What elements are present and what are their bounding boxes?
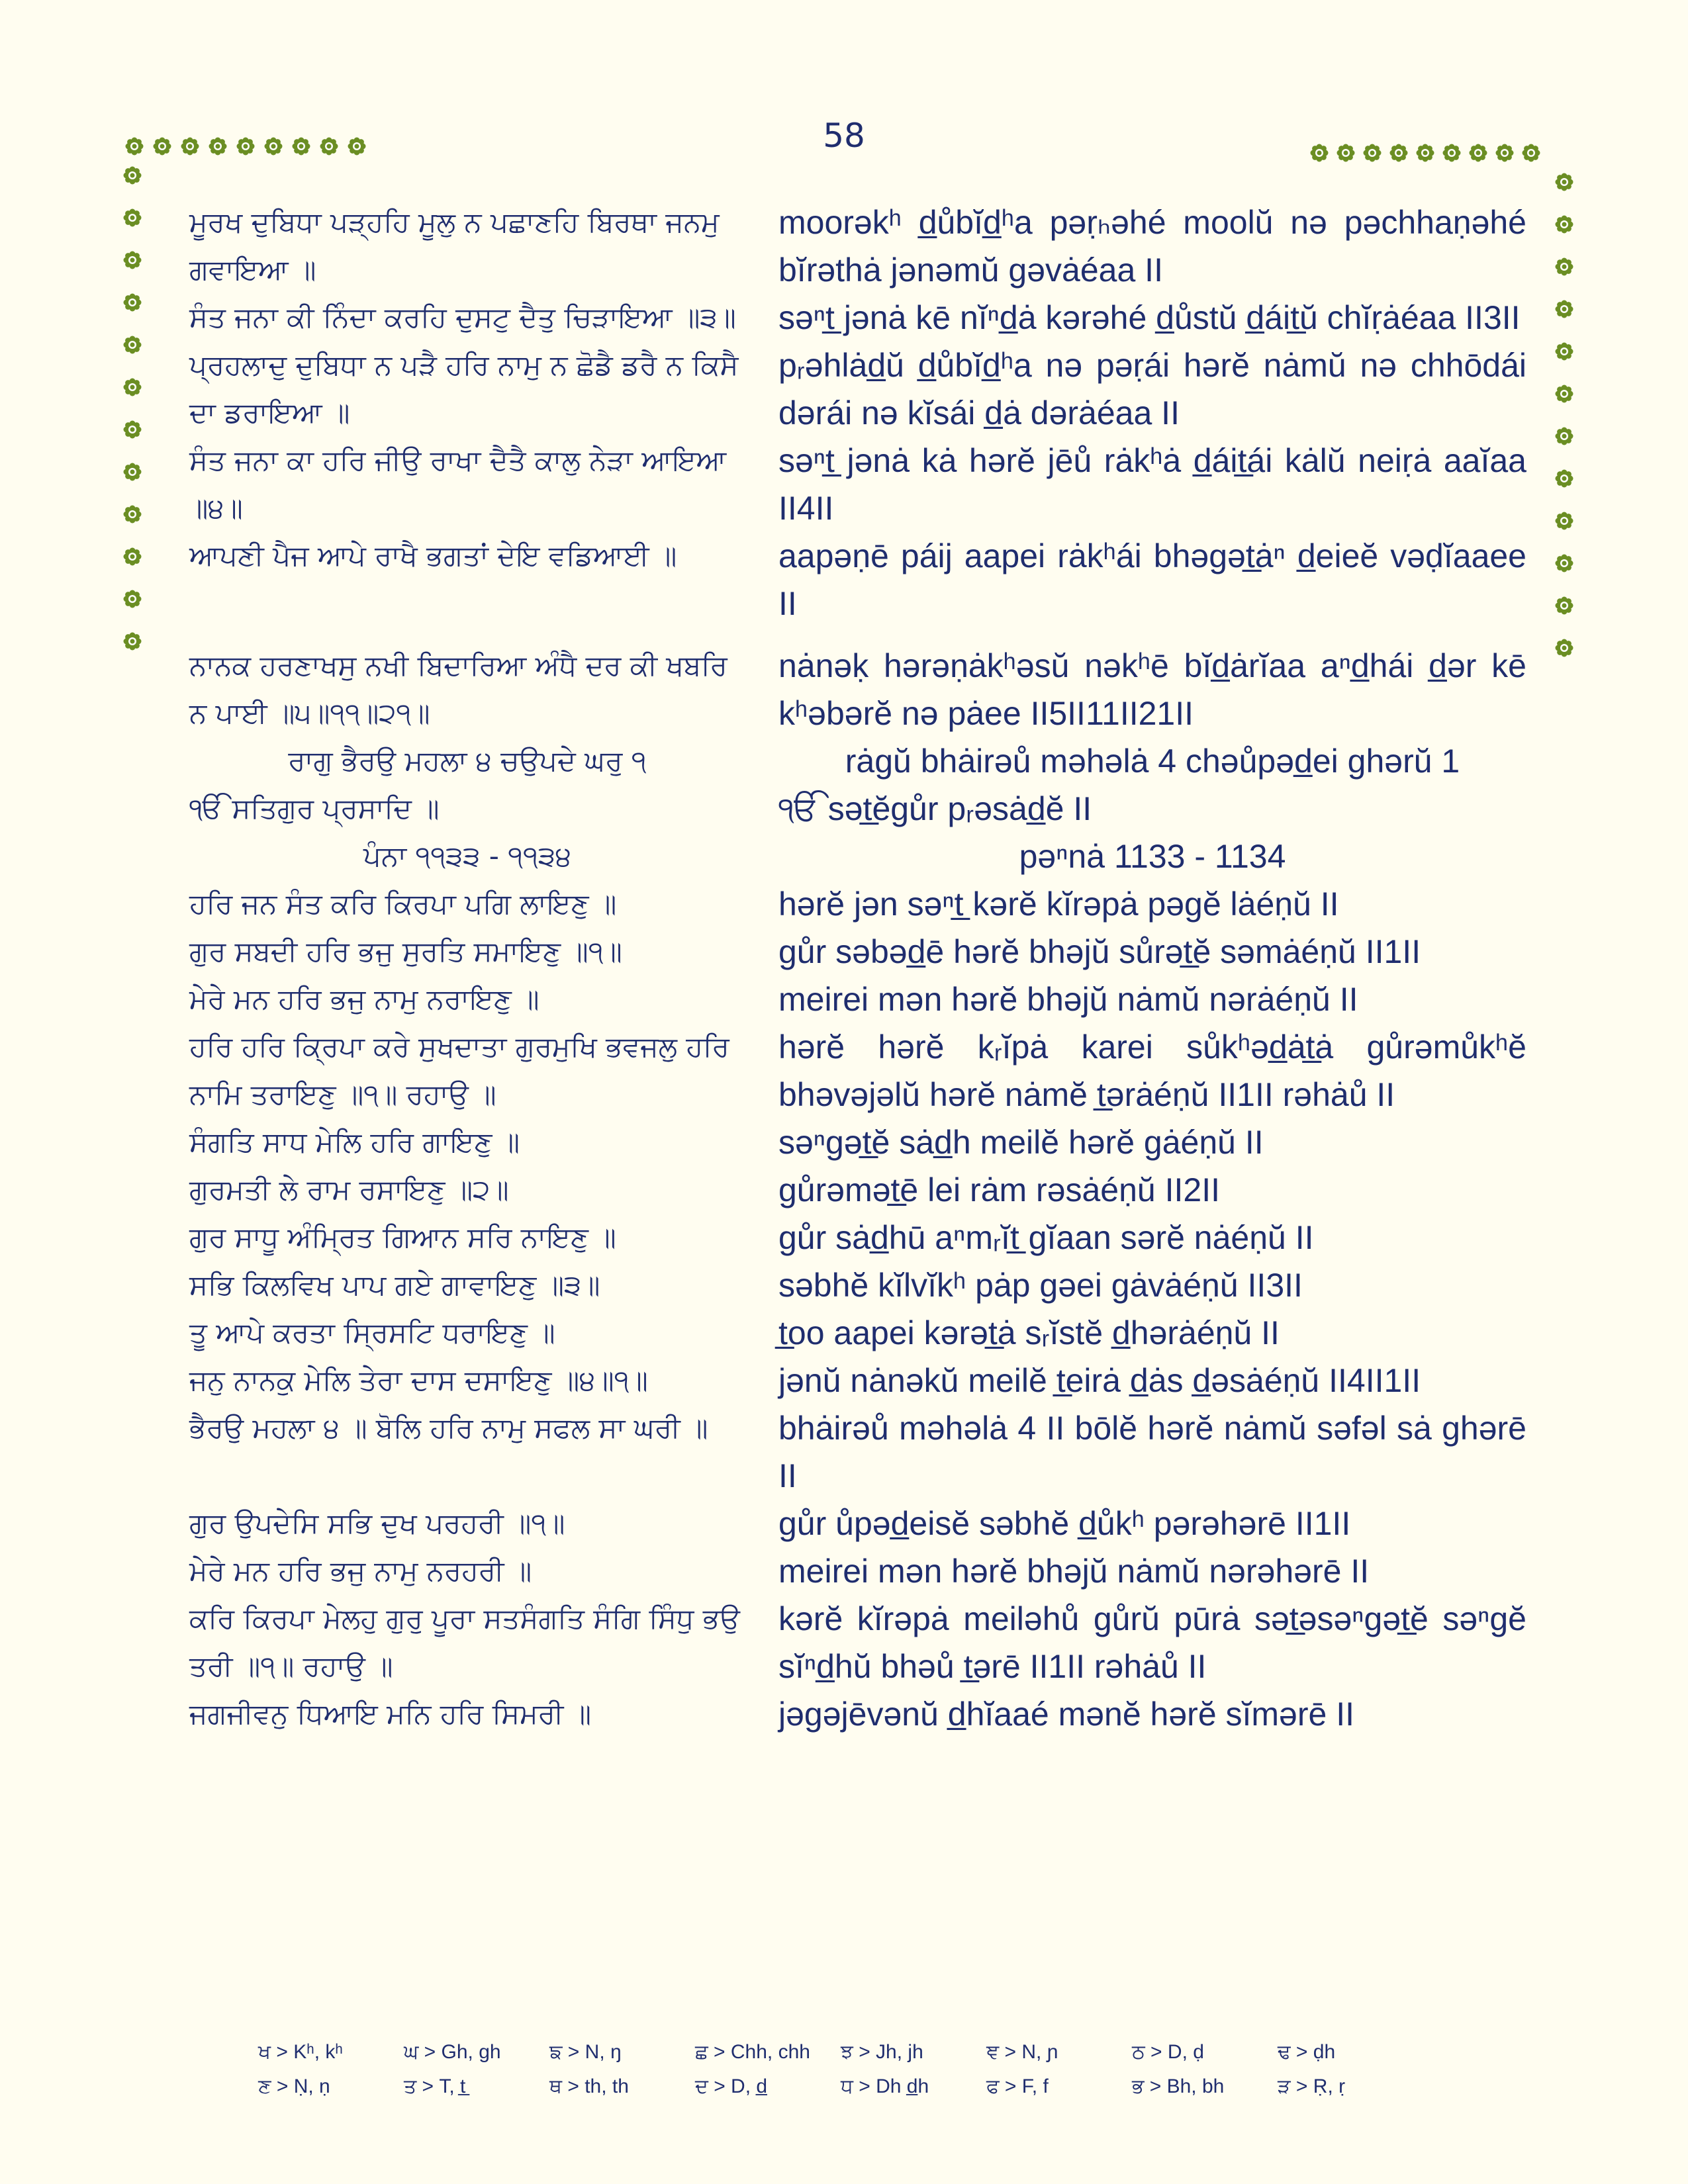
flower-icon <box>1336 143 1356 163</box>
transliteration-text: meirei mən hərĕ bhəjŭ nȧmŭ nərȧéṇŭ II <box>778 981 1358 1018</box>
legend-row <box>258 2035 1450 2070</box>
legend-entry: ਠ > D, ḍ <box>1132 2041 1204 2063</box>
flower-icon <box>122 377 142 397</box>
verse-row <box>189 1214 1526 1261</box>
gurmukhi-text: ਗੁਰ ਉਪਦੇਸਿ ਸਭਿ ਦੁਖ ਪਰਹਰੀ ॥੧॥ <box>189 1507 565 1539</box>
verse-row <box>189 532 1526 627</box>
transliteration-text: hərĕ jən səⁿt̲ kərĕ kĭrəpȧ pəgĕ lȧéṇŭ II <box>778 886 1339 923</box>
verse-row <box>189 199 1526 294</box>
verse-row <box>189 1023 1526 1118</box>
legend-entry: ਤ > T, t̲ <box>404 2075 466 2097</box>
gurmukhi-text: ਹਰਿ ਜਨ ਸੰਤ ਕਰਿ ਕਿਰਪਾ ਪਗਿ ਲਾਇਣੁ ॥ <box>189 887 617 920</box>
flower-icon <box>122 631 142 651</box>
flower-icon <box>122 589 142 609</box>
flower-icon <box>122 293 142 312</box>
transliteration-text: kərĕ kĭrəpȧ meiləhů gůrŭ pūrȧ sət̲əsəⁿgət̲ĕ səⁿgĕ sĭⁿd̲hŭ bhəů t̲ərē II1II rəhȧů II <box>778 1600 1526 1685</box>
gurmukhi-text: ਜਗਜੀਵਨੁ ਧਿਆਇ ਮਨਿ ਹਰਿ ਸਿਮਰੀ ॥ <box>189 1698 592 1730</box>
flower-icon <box>124 136 144 156</box>
verse-row <box>189 928 1526 976</box>
verse-row <box>189 785 1526 833</box>
flower-icon <box>122 335 142 355</box>
legend-row <box>258 2070 1450 2104</box>
legend-entry: ਫ > F, f <box>986 2075 1049 2097</box>
flower-icon <box>122 165 142 185</box>
flower-icon <box>319 136 339 156</box>
verse-row <box>189 880 1526 928</box>
gurmukhi-text: ਜਨੁ ਨਾਨਕੁ ਮੇਲਿ ਤੇਰਾ ਦਾਸ ਦਸਾਇਣੁ ॥੪॥੧॥ <box>189 1364 648 1396</box>
flower-icon <box>208 136 228 156</box>
transliteration-text: gůrəmət̲ē lei rȧm rəsȧéṇŭ II2II <box>778 1171 1220 1208</box>
verse-table <box>189 199 1526 1738</box>
flower-icon <box>1554 511 1574 531</box>
flower-icon <box>1521 143 1541 163</box>
transliteration-text: ੴ sət̲ĕgůr pᵣəsȧd̲ĕ II <box>778 790 1092 827</box>
flower-icon <box>122 547 142 567</box>
verse-row <box>189 737 1526 785</box>
verse-row <box>189 976 1526 1023</box>
verse-row <box>189 1118 1526 1166</box>
flower-icon <box>1554 553 1574 573</box>
verse-row <box>189 1166 1526 1214</box>
verse-row <box>189 1404 1526 1500</box>
flower-icon <box>1495 143 1515 163</box>
flower-icon <box>1554 384 1574 404</box>
flower-icon <box>1554 172 1574 192</box>
transliteration-text: hərĕ hərĕ kᵣĭpȧ karei sůkʰəd̲ȧt̲ȧ gůrəmůkʰĕ bhəvəjəlŭ hərĕ nȧmĕ t̲ərȧéṇŭ II1II rəhȧů II <box>778 1028 1526 1113</box>
transliteration-text: moorəkʰ d̲ůbĭd̲ʰa pəṛₕəhé moolŭ nə pəchhaṇəhé bĭrəthȧ jənəmŭ gəvȧéaa II <box>778 204 1526 289</box>
legend-entry: ਥ > th, th <box>549 2075 629 2097</box>
page-number: 58 <box>823 116 865 155</box>
transliteration-text: gůr ůpəd̲eisĕ səbhĕ d̲ůkʰ pərəhərē II1II <box>778 1505 1351 1542</box>
transliteration-text: aapəṇē páij aapei rȧkʰái bhəgət̲ȧⁿ d̲eieĕ vəḍĭaaee II <box>778 537 1526 622</box>
legend-entry: ਧ > Dh d̲h <box>841 2075 929 2097</box>
legend-entry: ਭ > Bh, bh <box>1132 2075 1225 2097</box>
gurmukhi-text: ਸੰਗਤਿ ਸਾਧ ਮੇਲਿ ਹਰਿ ਗਾਇਣੁ ॥ <box>189 1126 520 1158</box>
gurmukhi-text: ਭੈਰਉ ਮਹਲਾ ੪ ॥ ਬੋਲਿ ਹਰਿ ਨਾਮੁ ਸਫਲ ਸਾ ਘਰੀ ॥ <box>189 1412 708 1444</box>
flower-icon <box>180 136 200 156</box>
flower-icon <box>236 136 256 156</box>
gurmukhi-text: ਮੇਰੇ ਮਨ ਹਰਿ ਭਜੁ ਨਾਮੁ ਨਰਾਇਣੁ ॥ <box>189 983 539 1015</box>
flower-icon <box>1554 638 1574 658</box>
verse-row <box>189 341 1526 437</box>
flower-icon <box>122 250 142 270</box>
gurmukhi-text: ਕਰਿ ਕਿਰਪਾ ਮੇਲਹੁ ਗੁਰੁ ਪੂਰਾ ਸਤਸੰਗਤਿ ਸੰਗਿ ਸਿੰਧੁ ਭਉ ਤਰੀ ॥੧॥ ਰਹਾਉ ॥ <box>189 1602 740 1682</box>
flower-icon <box>1309 143 1329 163</box>
transliteration-text: jəgəjēvənŭ d̲hĭaaé mənĕ hərĕ sĭmərē II <box>778 1696 1354 1733</box>
flower-icon <box>122 462 142 482</box>
flower-icon <box>347 136 367 156</box>
flower-icon <box>152 136 172 156</box>
verse-row <box>189 437 1526 532</box>
transliteration-text: səⁿt̲ jənȧ kȧ hərĕ jēů rȧkʰȧ d̲áit̲ái kȧlŭ neiṛȧ aaĭaa II4II <box>778 442 1526 527</box>
gurmukhi-text: ਗੁਰ ਸਬਦੀ ਹਰਿ ਭਜੁ ਸੁਰਤਿ ਸਮਾਇਣੁ ॥੧॥ <box>189 935 622 968</box>
verse-row <box>189 1357 1526 1404</box>
gurmukhi-text: ਗੁਰ ਸਾਧੂ ਅੰਮ੍ਰਿਤ ਗਿਆਨ ਸਰਿ ਨਾਇਣੁ ॥ <box>189 1221 616 1253</box>
legend-entry: ਝ > Jh, jh <box>841 2041 923 2063</box>
legend-entry: ਦ > D, d̲ <box>695 2075 768 2097</box>
verse-row <box>189 1309 1526 1357</box>
stanza-spacer <box>189 627 1526 642</box>
transliteration-text: pᵣəhlȧd̲ŭ d̲ůbĭd̲ʰa nə pəṛái hərĕ nȧmŭ nə chhōdái dərái nə kĭsái d̲ȧ dərȧéaa II <box>778 347 1526 432</box>
verse-row <box>189 833 1526 880</box>
transliteration-legend <box>258 2035 1450 2104</box>
verse-row <box>189 1595 1526 1690</box>
legend-entry: ਢ > ḍh <box>1278 2041 1336 2063</box>
flower-icon <box>1554 257 1574 277</box>
transliteration-text: nȧnəḳ hərəṇȧkʰəsŭ nəkʰē bĭd̲ȧrĭaa aⁿd̲hái d̲ər kē kʰəbərĕ nə pȧee II5II11II21II <box>778 647 1526 732</box>
gurmukhi-text: ਸੰਤ ਜਨਾ ਕਾ ਹਰਿ ਜੀਉ ਰਾਖਾ ਦੈਤੈ ਕਾਲੁ ਨੇੜਾ ਆਇਆ ॥੪॥ <box>189 444 727 524</box>
flower-icon <box>122 420 142 439</box>
gurmukhi-text: ਹਰਿ ਹਰਿ ਕ੍ਰਿਪਾ ਕਰੇ ਸੁਖਦਾਤਾ ਗੁਰਮੁਖਿ ਭਵਜਲੁ ਹਰਿ ਨਾਮਿ ਤਰਾਇਣੁ ॥੧॥ ਰਹਾਉ ॥ <box>189 1030 729 1111</box>
verse-row <box>189 1261 1526 1309</box>
gurmukhi-text: ਮੂਰਖ ਦੁਬਿਧਾ ਪੜ੍ਹਹਿ ਮੂਲੁ ਨ ਪਛਾਣਹਿ ਬਿਰਥਾ ਜਨਮੁ ਗਵਾਇਆ ॥ <box>189 206 720 286</box>
verse-row <box>189 1500 1526 1547</box>
legend-entry: ਖ > Kʰ, kʰ <box>258 2041 343 2063</box>
flower-icon <box>1442 143 1462 163</box>
flower-icon <box>263 136 283 156</box>
transliteration-text: jənŭ nȧnəkŭ meilĕ t̲eirȧ d̲ȧs d̲əsȧéṇŭ II4II1II <box>778 1362 1421 1399</box>
flower-icon <box>1554 341 1574 361</box>
gurmukhi-text: ਪੰਨਾ ੧੧੩੩ - ੧੧੩੪ <box>363 840 572 872</box>
transliteration-text: gůr sȧd̲hū aⁿmᵣĭt̲ gĭaan sərĕ nȧéṇŭ II <box>778 1219 1314 1256</box>
gurmukhi-text: ਸੰਤ ਜਨਾ ਕੀ ਨਿੰਦਾ ਕਰਹਿ ਦੁਸਟੁ ਦੈਤੁ ਚਿੜਾਇਆ ॥੩॥ <box>189 301 736 334</box>
gurmukhi-text: ਗੁਰਮਤੀ ਲੇ ਰਾਮ ਰਸਾਇਣੁ ॥੨॥ <box>189 1173 509 1206</box>
flower-icon <box>1389 143 1409 163</box>
flower-icon <box>1554 426 1574 446</box>
flower-icon <box>1554 214 1574 234</box>
transliteration-text: gůr səbəd̲ē hərĕ bhəjŭ sůrət̲ĕ səmȧéṇŭ II1II <box>778 933 1421 970</box>
gurmukhi-text: ਮੇਰੇ ਮਨ ਹਰਿ ਭਜੁ ਨਾਮੁ ਨਰਹਰੀ ॥ <box>189 1555 532 1587</box>
transliteration-text: səbhĕ kĭlvĭkʰ pȧp gəei gȧvȧéṇŭ II3II <box>778 1267 1303 1304</box>
flower-icon <box>1554 596 1574 615</box>
verse-row <box>189 1690 1526 1738</box>
legend-entry: ੜ > Ṛ, ṛ <box>1278 2075 1346 2097</box>
flower-icon <box>1468 143 1488 163</box>
flower-icon <box>1554 299 1574 319</box>
gurmukhi-text: ਨਾਨਕ ਹਰਣਾਖਸੁ ਨਖੀ ਬਿਦਾਰਿਆ ਅੰਧੈ ਦਰ ਕੀ ਖਬਰਿ ਨ ਪਾਈ ॥੫॥੧੧॥੨੧॥ <box>189 649 727 729</box>
transliteration-text: t̲oo aapei kərət̲ȧ sᵣĭstĕ d̲hərȧéṇŭ II <box>778 1314 1280 1351</box>
transliteration-text: pəⁿnȧ 1133 - 1134 <box>1019 838 1286 875</box>
flower-icon <box>291 136 311 156</box>
gurmukhi-text: ਤੂ ਆਪੇ ਕਰਤਾ ਸ੍ਰਿਸਟਿ ਧਰਾਇਣੁ ॥ <box>189 1316 555 1349</box>
transliteration-text: rȧgŭ bhȧirəů məhəlȧ 4 chəůpəd̲ei ghərŭ 1 <box>845 743 1460 780</box>
legend-entry: ਙ > N, ŋ <box>549 2041 622 2063</box>
transliteration-text: səⁿgət̲ĕ sȧd̲h meilĕ hərĕ gȧéṇŭ II <box>778 1124 1264 1161</box>
gurmukhi-text: ਆਪਣੀ ਪੈਜ ਆਪੇ ਰਾਖੈ ਭਗਤਾਂ ਦੇਇ ਵਡਿਆਈ ॥ <box>189 539 677 572</box>
flower-icon <box>122 504 142 524</box>
verse-row <box>189 642 1526 737</box>
flower-icon <box>1554 469 1574 488</box>
gurmukhi-text: ਸਭਿ ਕਿਲਵਿਖ ਪਾਪ ਗਏ ਗਾਵਾਇਣੁ ॥੩॥ <box>189 1269 600 1301</box>
legend-entry: ਘ > Gh, gh <box>404 2041 501 2063</box>
transliteration-text: bhȧirəů məhəlȧ 4 II bōlĕ hərĕ nȧmŭ səfəl sȧ ghərē II <box>778 1410 1526 1494</box>
transliteration-text: meirei mən hərĕ bhəjŭ nȧmŭ nərəhərē II <box>778 1553 1370 1590</box>
gurmukhi-text: ੴ ਸਤਿਗੁਰ ਪ੍ਰਸਾਦਿ ॥ <box>189 792 440 825</box>
flower-icon <box>1362 143 1382 163</box>
legend-entry: ਛ > Chh, chh <box>695 2041 810 2063</box>
legend-entry: ਞ > N, ɲ <box>986 2041 1058 2063</box>
legend-entry: ਣ > Ṇ, ṇ <box>258 2075 330 2097</box>
gurmukhi-text: ਰਾਗੁ ਭੈਰਉ ਮਹਲਾ ੪ ਚਉਪਦੇ ਘਰੁ ੧ <box>288 745 647 777</box>
verse-row <box>189 1547 1526 1595</box>
flower-icon <box>1415 143 1435 163</box>
gurmukhi-text: ਪ੍ਰਹਲਾਦੁ ਦੁਬਿਧਾ ਨ ਪੜੈ ਹਰਿ ਨਾਮੁ ਨ ਛੋਡੈ ਡਰੈ ਨ ਕਿਸੈ ਦਾ ਡਰਾਇਆ ॥ <box>189 349 739 429</box>
flower-icon <box>122 208 142 228</box>
transliteration-text: səⁿt̲ jənȧ kē nĭⁿd̲ȧ kərəhé d̲ůstŭ d̲áit̲ŭ chĭṛȧéaa II3II <box>778 299 1521 336</box>
verse-row <box>189 294 1526 341</box>
